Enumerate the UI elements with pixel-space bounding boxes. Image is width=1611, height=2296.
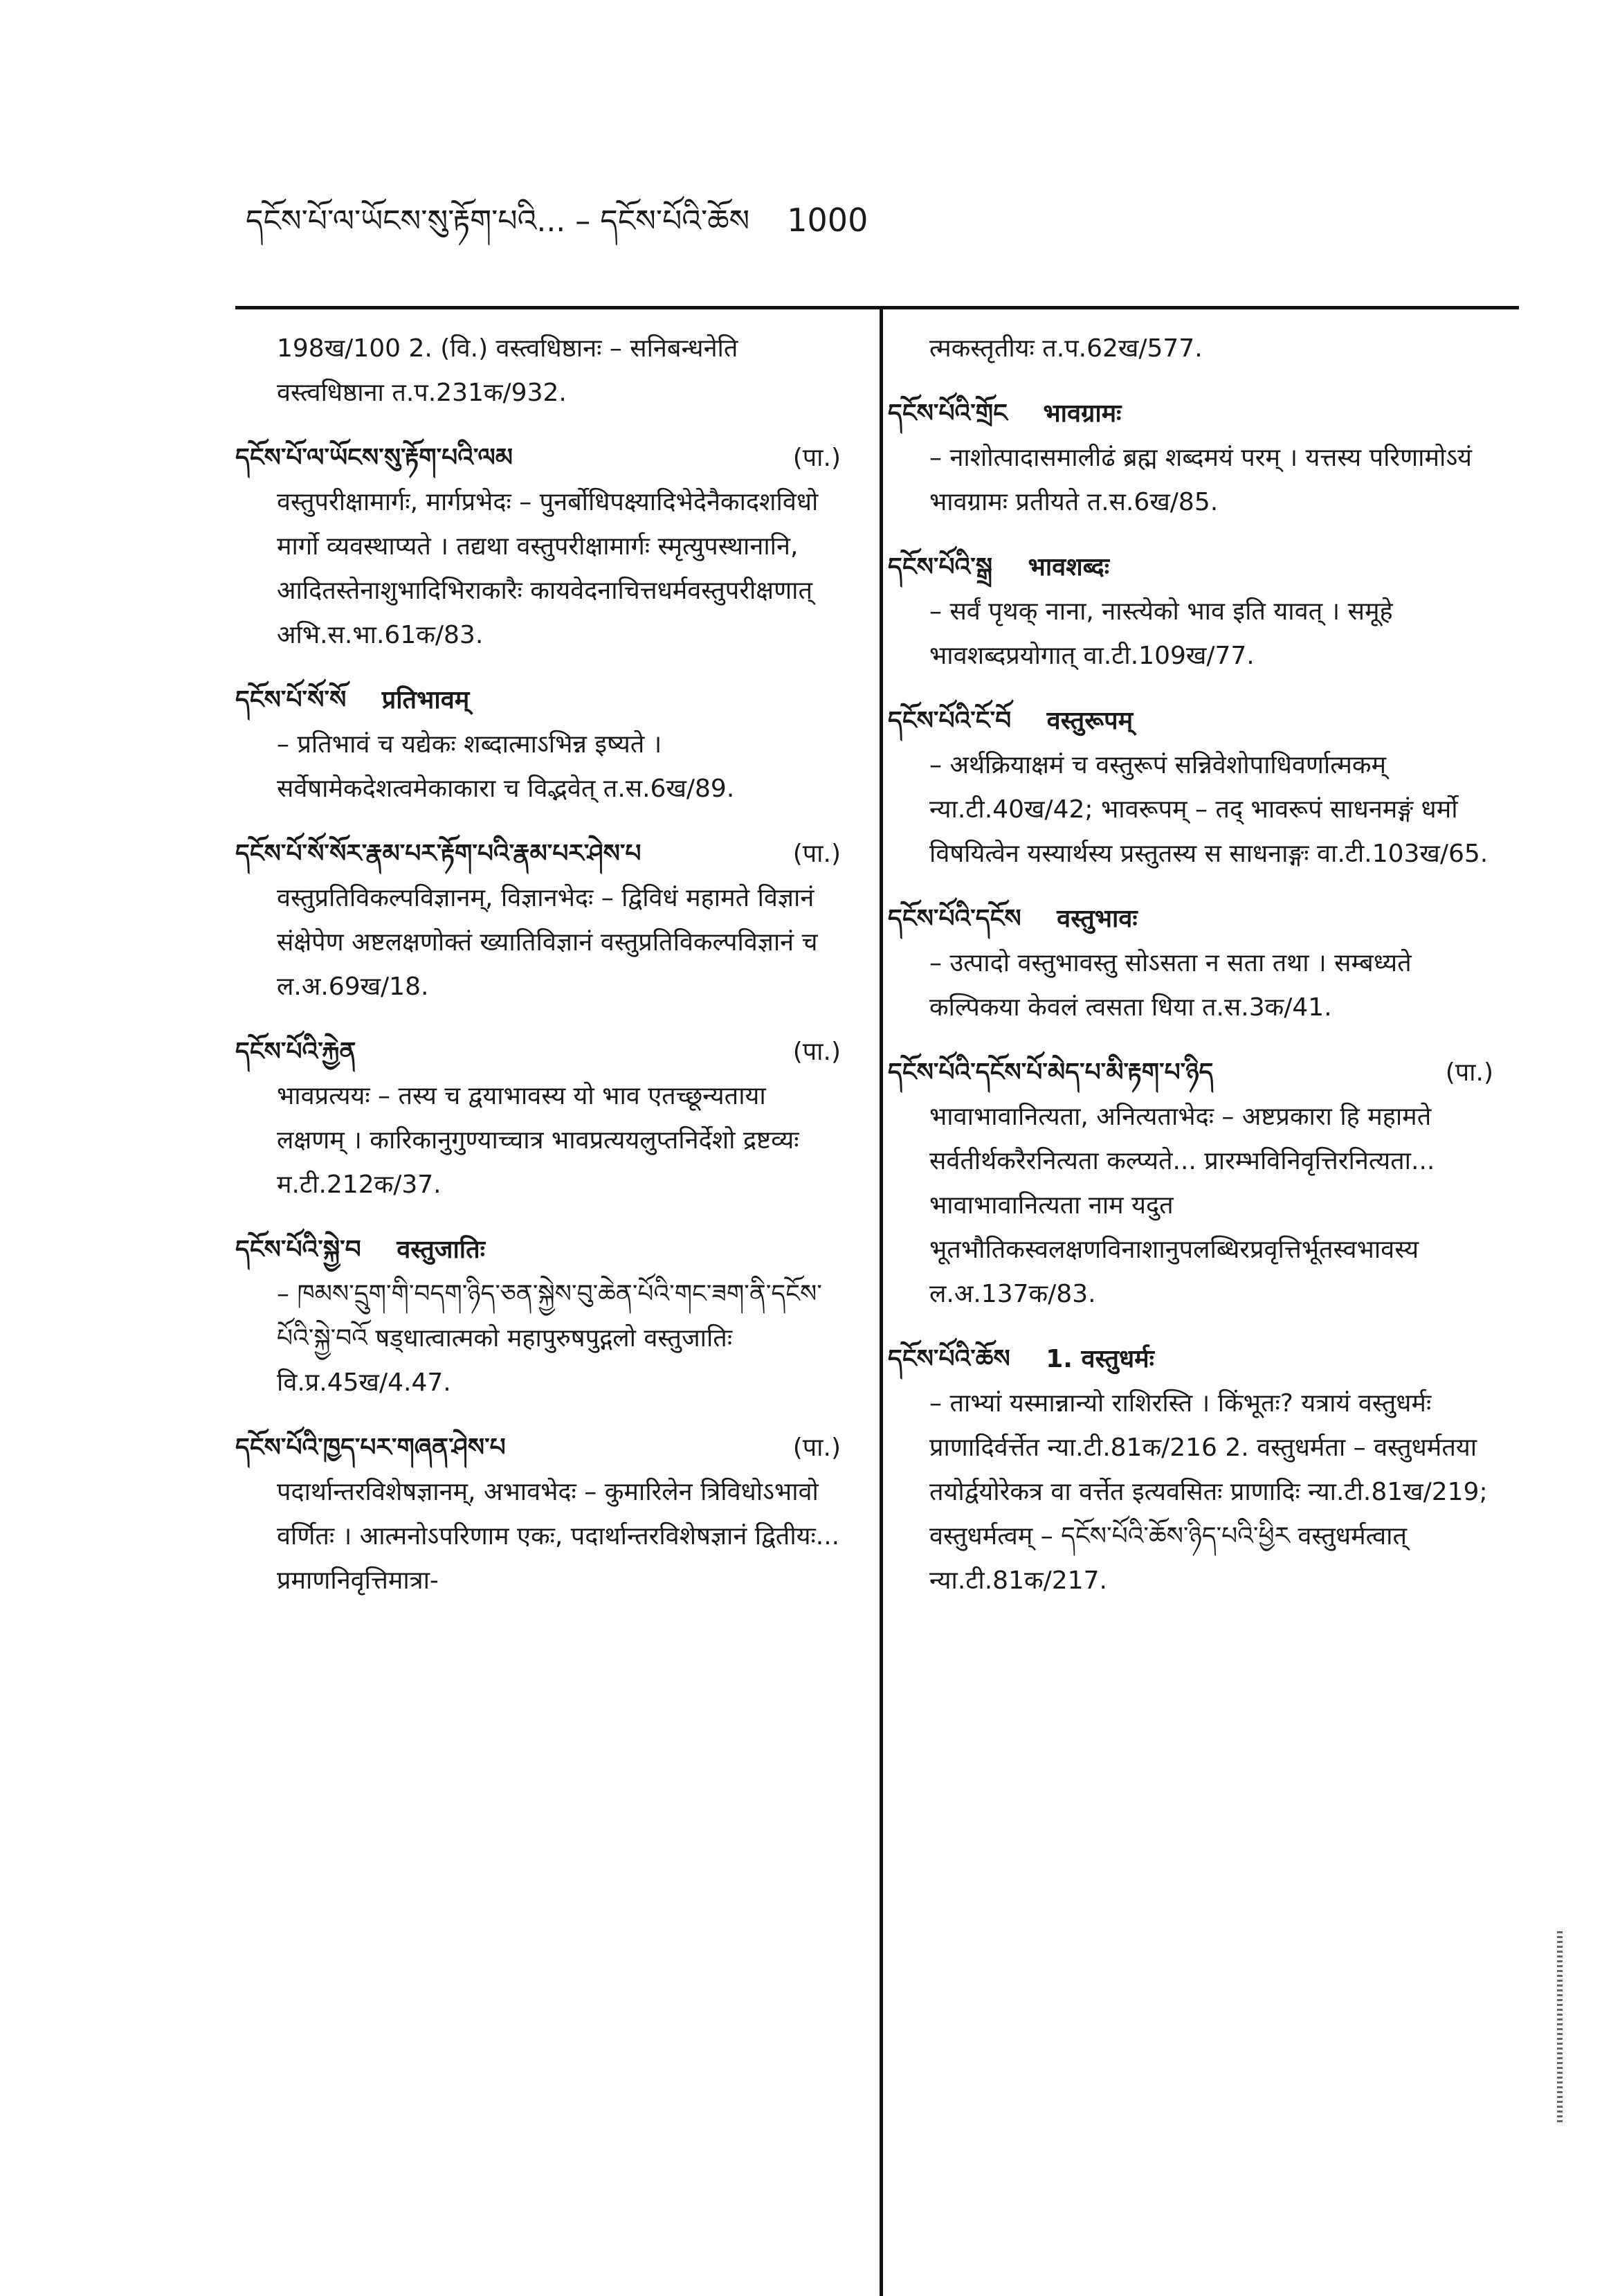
pos-tag: (पा.)	[792, 1434, 841, 1462]
dictionary-entry	[888, 545, 1493, 678]
entry-definition: – ताभ्यां यस्मान्नान्यो राशिरस्ति । किंभूतः? यत्रायं वस्तुधर्मः प्राणादिर्वर्त्तेत न्या.टी.81क/216 2. वस्तुधर्मता – वस्तुधर्मतया तयोर्द्वयोरेकत्र वा वर्त्तेत इत्यवसितः प्राणादिः न्या.टी.81ख/219; वस्तुधर्मत्वम् – དངོས་པོའི་ཆོས་ཉིད་པའི་ཕྱིར वस्तुधर्मत्वात् न्या.टी.81क/217.	[929, 1389, 1488, 1595]
tibetan-headword: དངོས་པོའི་ཁྱད་པར་གཞན་ཤེས་པ	[235, 1434, 506, 1462]
header-range: དངོས་པོ་ལ་ཡོངས་སུ་རྟོག་པའི... – དངོས་པོའི་ཆོས	[246, 204, 750, 239]
tibetan-headword: དངོས་པོའི་གྲོང	[888, 399, 1008, 428]
dictionary-entry	[888, 1051, 1493, 1317]
left-column	[235, 327, 841, 1624]
tibetan-headword: དངོས་པོའི་སྐྱེ་བ	[235, 1236, 361, 1264]
entry-definition: – अर्थक्रियाक्षमं च वस्तुरूपं सन्निवेशोपाधिवर्णात्मकम् न्या.टी.40ख/42; भावरूपम् – तद् भावरूपं साधनमङ्गं धर्मो विषयित्वेन यस्यार्थस्य प्रस्तुतस्य स साधनाङ्गः वा.टी.103ख/65.	[929, 751, 1489, 868]
dictionary-entry	[888, 392, 1493, 525]
sanskrit-term: वस्तुरूपम्	[1046, 707, 1134, 735]
dictionary-entry	[235, 1030, 841, 1207]
pos-tag: (पा.)	[792, 444, 841, 472]
entry-definition: – सर्वं पृथक् नाना, नास्त्येको भाव इति यावत् । समूहे भावशब्दप्रयोगात् वा.टी.109ख/77.	[929, 597, 1393, 670]
entry-definition: भावप्रत्ययः – तस्य च द्वयाभावस्य यो भाव एतच्छून्यताया लक्षणम् । कारिकानुगुण्याच्चात्र भावप्रत्ययलुप्तनिर्देशो द्रष्टव्यः म.टी.212क/37.	[277, 1082, 799, 1199]
tibetan-headword: དངོས་པོའི་དངོས	[888, 905, 1021, 933]
tibetan-headword: དངོས་པོ་ལ་ཡོངས་སུ་རྟོག་པའི་ལམ	[235, 444, 513, 472]
header-rule	[235, 306, 1519, 309]
entry-definition: पदार्थान्तरविशेषज्ञानम्, अभावभेदः – कुमारिलेन त्रिविधोऽभावो वर्णितः । आत्मनोऽपरिणाम एकः, पदार्थान्तरविशेषज्ञानं द्वितीयः... प्रमाणनिवृत्तिमात्रा-	[277, 1478, 840, 1595]
dictionary-entry	[888, 897, 1493, 1030]
pos-tag: (पा.)	[1445, 1058, 1493, 1087]
continued-text: 198ख/100 2. (वि.) वस्त्वधिष्ठानः – सनिबन्धनेति वस्त्वधिष्ठाना त.प.231क/932.	[277, 334, 738, 407]
sanskrit-term: वस्तुजातिः	[397, 1236, 485, 1264]
tibetan-headword: དངོས་པོའི་སྒྲ	[888, 553, 993, 581]
tibetan-headword: དངོས་པོའི་དངོས་པོ་མེད་པ་མི་རྟག་པ་ཉིད	[888, 1058, 1214, 1087]
dictionary-entry	[235, 678, 841, 811]
continued-text: त्मकस्तृतीयः त.प.62ख/577.	[929, 334, 1203, 363]
dictionary-entry	[235, 832, 841, 1009]
pos-tag: (पा.)	[792, 1038, 841, 1066]
scan-edge-mark	[1557, 1931, 1563, 2125]
right-column	[888, 327, 1493, 1624]
column-divider	[880, 309, 883, 2296]
entry-definition: – प्रतिभावं च यद्येकः शब्दात्माऽभिन्न इष्यते । सर्वेषामेकदेशत्वमेकाकारा च विद्भवेत् त.स.6ख/89.	[277, 730, 735, 803]
tibetan-headword: དངོས་པོའི་ངོ་བོ	[888, 707, 1012, 735]
entry-definition: – उत्पादो वस्तुभावस्तु सोऽसता न सता तथा । सम्बध्यते कल्पिकया केवलं त्वसता धिया त.स.3क/41.	[929, 949, 1412, 1022]
tibetan-headword: དངོས་པོའི་ཆོས	[888, 1345, 1010, 1373]
dictionary-entry	[235, 1426, 841, 1603]
tibetan-headword: དངོས་པོ་སོ་སོར་རྣམ་པར་རྟོག་པའི་རྣམ་པར་ཤེས་པ	[235, 840, 641, 868]
dictionary-entry	[888, 699, 1493, 876]
entry-definition: – नाशोत्पादासमालीढं ब्रह्म शब्दमयं परम् । यत्तस्य परिणामोऽयं भावग्रामः प्रतीयते त.स.6ख/85.	[929, 444, 1473, 516]
dictionary-entry	[235, 436, 841, 658]
sanskrit-term: भावग्रामः	[1043, 399, 1122, 428]
sanskrit-term: वस्तुभावः	[1057, 905, 1138, 933]
running-header	[246, 199, 938, 242]
dictionary-entry	[235, 1228, 841, 1405]
dictionary-entry	[888, 1337, 1493, 1603]
tibetan-headword: དངོས་པོ་སོ་སོ	[235, 686, 347, 714]
sanskrit-term: 1. वस्तुधर्मः	[1046, 1345, 1154, 1373]
page-number: 1000	[787, 201, 868, 239]
entry-definition: – ཁམས་དྲུག་གི་བདག་ཉིད་ཅན་སྐྱེས་བུ་ཆེན་པོའི་གང་ཟག་ནི་དངོས་པོའི་སྐྱེ་བའོ षड्धात्वात्मको महापुरुषपुद्गलो वस्तुजातिः वि.प्र.45ख/4.47.	[277, 1280, 822, 1397]
tibetan-headword: དངོས་པོའི་རྐྱེན	[235, 1038, 356, 1066]
entry-definition: भावाभावानित्यता, अनित्यताभेदः – अष्टप्रकारा हि महामते सर्वतीर्थकरैरनित्यता कल्प्यते... प्रारम्भविनिवृत्तिरनित्यता... भावाभावानित्यता नाम यदुत भूतभौतिकस्वलक्षणविनाशानुपलब्धिरप्रवृत्तिर्भूतस्वभावस्य ल.अ.137क/83.	[929, 1103, 1435, 1308]
sanskrit-term: प्रतिभावम्	[381, 686, 470, 714]
entry-definition: वस्तुप्रतिविकल्पविज्ञानम्, विज्ञानभेदः – द्विविधं महामते विज्ञानं संक्षेपेण अष्टलक्षणोक्तं ख्यातिविज्ञानं वस्तुप्रतिविकल्पविज्ञानं च ल.अ.69ख/18.	[277, 884, 818, 1001]
entry-definition: वस्तुपरीक्षामार्गः, मार्गप्रभेदः – पुनर्बोधिपक्ष्यादिभेदेनैकादशविधो मार्गो व्यवस्थाप्यते । तद्यथा वस्तुपरीक्षामार्गः स्मृत्युपस्थानानि, आदितस्तेनाशुभादिभिराकारैः कायवेदनाचित्तधर्मवस्तुपरीक्षणात् अभि.स.भा.61क/83.	[277, 488, 819, 649]
sanskrit-term: भावशब्दः	[1028, 553, 1110, 581]
pos-tag: (पा.)	[792, 840, 841, 868]
